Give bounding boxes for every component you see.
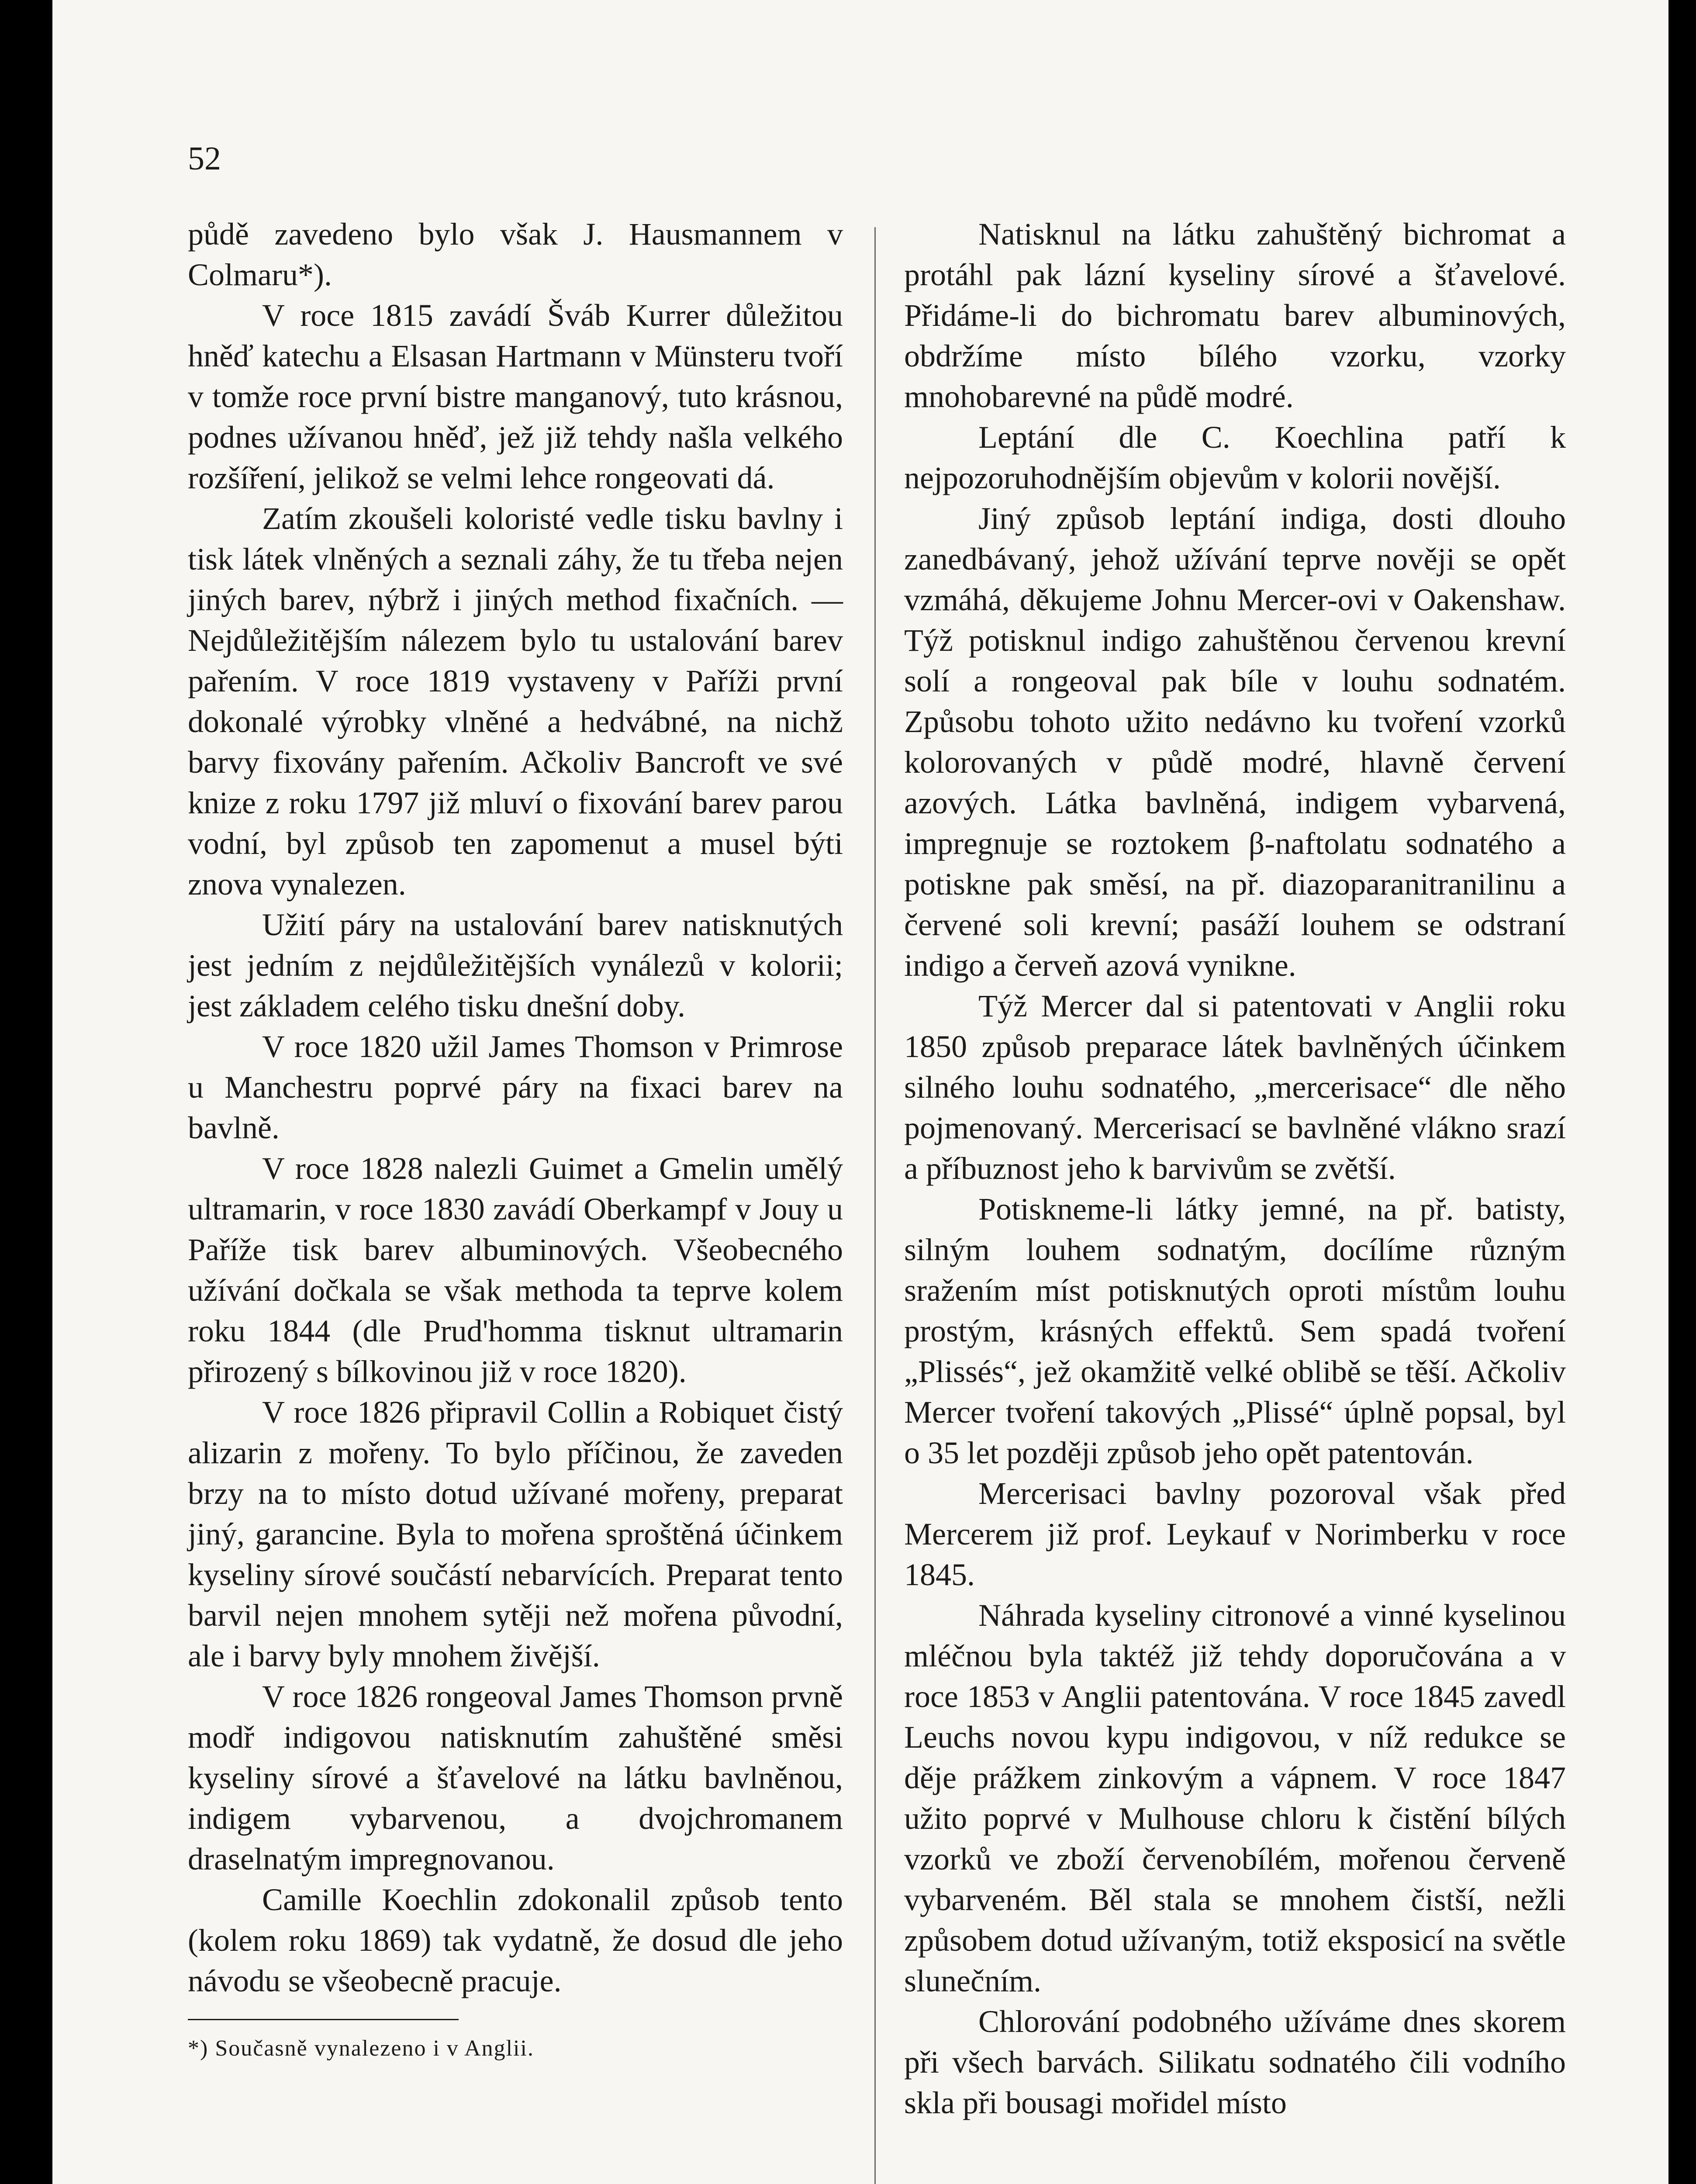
column-divider <box>874 227 876 2184</box>
paragraph: Týž Mercer dal si patentovati v Anglii roku 1850 způsob preparace látek bavlněných účinkem silného louhu sodnatého, „mercerisace“ dle něho pojmenovaný. Mercerisací se bavlněné vlákno srazí a příbuznost jeho k barvivům se zvětší. <box>904 988 1566 1186</box>
paragraph: Natisknul na látku zahuštěný bichromat a protáhl pak lázní kyseliny sírové a šťavelové. Přidáme-li do bichromatu barev albuminových, obdržíme místo bílého vzorku, vzorky mnohobarevné na půdě modré. <box>904 217 1566 414</box>
right-column <box>904 214 1566 2123</box>
paragraph: Leptání dle C. Koechlina patří k nejpozoruhodnějším objevům v kolorii novější. <box>904 420 1566 495</box>
paragraph: Jiný způsob leptání indiga, dosti dlouho zanedbávaný, jehož užívání teprve nověji se opět vzmáhá, děkujeme Johnu Mercer-ovi v Oakenshaw. Týž potisknul indigo zahuštěnou červenou krevní solí a rongeoval pak bíle v louhu sodnatém. Způsobu tohoto užito nedávno ku tvoření vzorků kolorovaných v půdě modré, hlavně červení azových. Látka bavlněná, indigem vybarvená, impregnuje se roztokem β-naftolatu sodnatého a potiskne pak směsí, na př. diazoparanitranilinu a červené soli krevní; pasáží louhem se odstraní indigo a červeň azová vynikne. <box>904 501 1566 983</box>
paragraph: V roce 1815 zavádí Šváb Kurrer důležitou hněď katechu a Elsasan Hartmann v Münsteru tvoří v tomže roce první bistre manganový, tuto krásnou, podnes užívanou hněď, jež již tehdy našla velkého rozšíření, jelikož se velmi lehce rongeovati dá. <box>188 298 843 495</box>
paragraph: V roce 1826 rongeoval James Thomson prvně modř indigovou natisknutím zahuštěné směsi kyseliny sírové a šťavelové na látku bavlněnou, indigem vybarvenou, a dvojchromanem draselnatým impregnovanou. <box>188 1679 843 1876</box>
paragraph: V roce 1820 užil James Thomson v Primrose u Manchestru poprvé páry na fixaci barev na bavlně. <box>188 1029 843 1145</box>
paragraph: Mercerisaci bavlny pozoroval však před Mercerem již prof. Leykauf v Norimberku v roce 1845. <box>904 1476 1566 1592</box>
paragraph: Užití páry na ustalování barev natisknutých jest jedním z nejdůležitějších vynálezů v kolorii; jest základem celého tisku dnešní doby. <box>188 907 843 1023</box>
paragraph: Potiskneme-li látky jemné, na př. batisty, silným louhem sodnatým, docílíme různým sražením míst potisknutých oproti místům louhu prostým, krásných effektů. Sem spadá tvoření „Plissés“, jež okamžitě velké oblibě se těší. Ačkoliv Mercer tvoření takových „Plissé“ úplně popsal, byl o 35 let později způsob jeho opět patentován. <box>904 1192 1566 1470</box>
paragraph: Chlorování podobného užíváme dnes skorem při všech barvách. Silikatu sodnatého čili vodního skla při bousagi mořidel místo <box>904 2004 1566 2120</box>
footnote-rule <box>188 2019 459 2020</box>
page-number: 52 <box>188 140 221 177</box>
paragraph: V roce 1826 připravil Collin a Robiquet čistý alizarin z mořeny. To bylo příčinou, že zaveden brzy na to místo dotud užívané mořeny, preparat jiný, garancine. Byla to mořena sproštěná účinkem kyseliny sírové součástí nebarvících. Preparat tento barvil nejen mnohem sytěji než mořena původní, ale i barvy byly mnohem živější. <box>188 1395 843 1673</box>
paragraph: Camille Koechlin zdokonalil způsob tento (kolem roku 1869) tak vydatně, že dosud dle jeho návodu se všeobecně pracuje. <box>188 1882 843 1998</box>
paragraph: půdě zavedeno bylo však J. Hausmannem v Colmaru*). <box>188 217 843 292</box>
footnote: *) Současně vynalezeno i v Anglii. <box>188 2036 534 2061</box>
page-sheet <box>52 0 1668 2184</box>
paragraph: V roce 1828 nalezli Guimet a Gmelin umělý ultramarin, v roce 1830 zavádí Oberkampf v Jouy u Paříže tisk barev albuminových. Všeobecného užívání dočkala se však methoda ta teprve kolem roku 1844 (dle Prud'homma tisknut ultramarin přirozený s bílkovinou již v roce 1820). <box>188 1151 843 1389</box>
left-column <box>188 214 843 2064</box>
paragraph: Zatím zkoušeli koloristé vedle tisku bavlny i tisk látek vlněných a seznali záhy, že tu třeba nejen jiných barev, nýbrž i jiných method fixačních. — Nejdůležitějším nálezem bylo tu ustalování barev pařením. V roce 1819 vystaveny v Paříži první dokonalé výrobky vlněné a hedvábné, na nichž barvy fixovány pařením. Ačkoliv Bancroft ve své knize z roku 1797 již mluví o fixování barev parou vodní, byl způsob ten zapomenut a musel býti znova vynalezen. <box>188 501 843 902</box>
paragraph: Náhrada kyseliny citronové a vinné kyselinou mléčnou byla taktéž již tehdy doporučována a v roce 1853 v Anglii patentována. V roce 1845 zavedl Leuchs novou kypu indigovou, v níž redukce se děje prážkem zinkovým a vápnem. V roce 1847 užito poprvé v Mulhouse chloru k čistění bílých vzorků ve zboží červenobílém, mořenou červeně vybarveném. Běl stala se mnohem čistší, nežli způsobem dotud užívaným, totiž eksposicí na světle slunečním. <box>904 1598 1566 1998</box>
